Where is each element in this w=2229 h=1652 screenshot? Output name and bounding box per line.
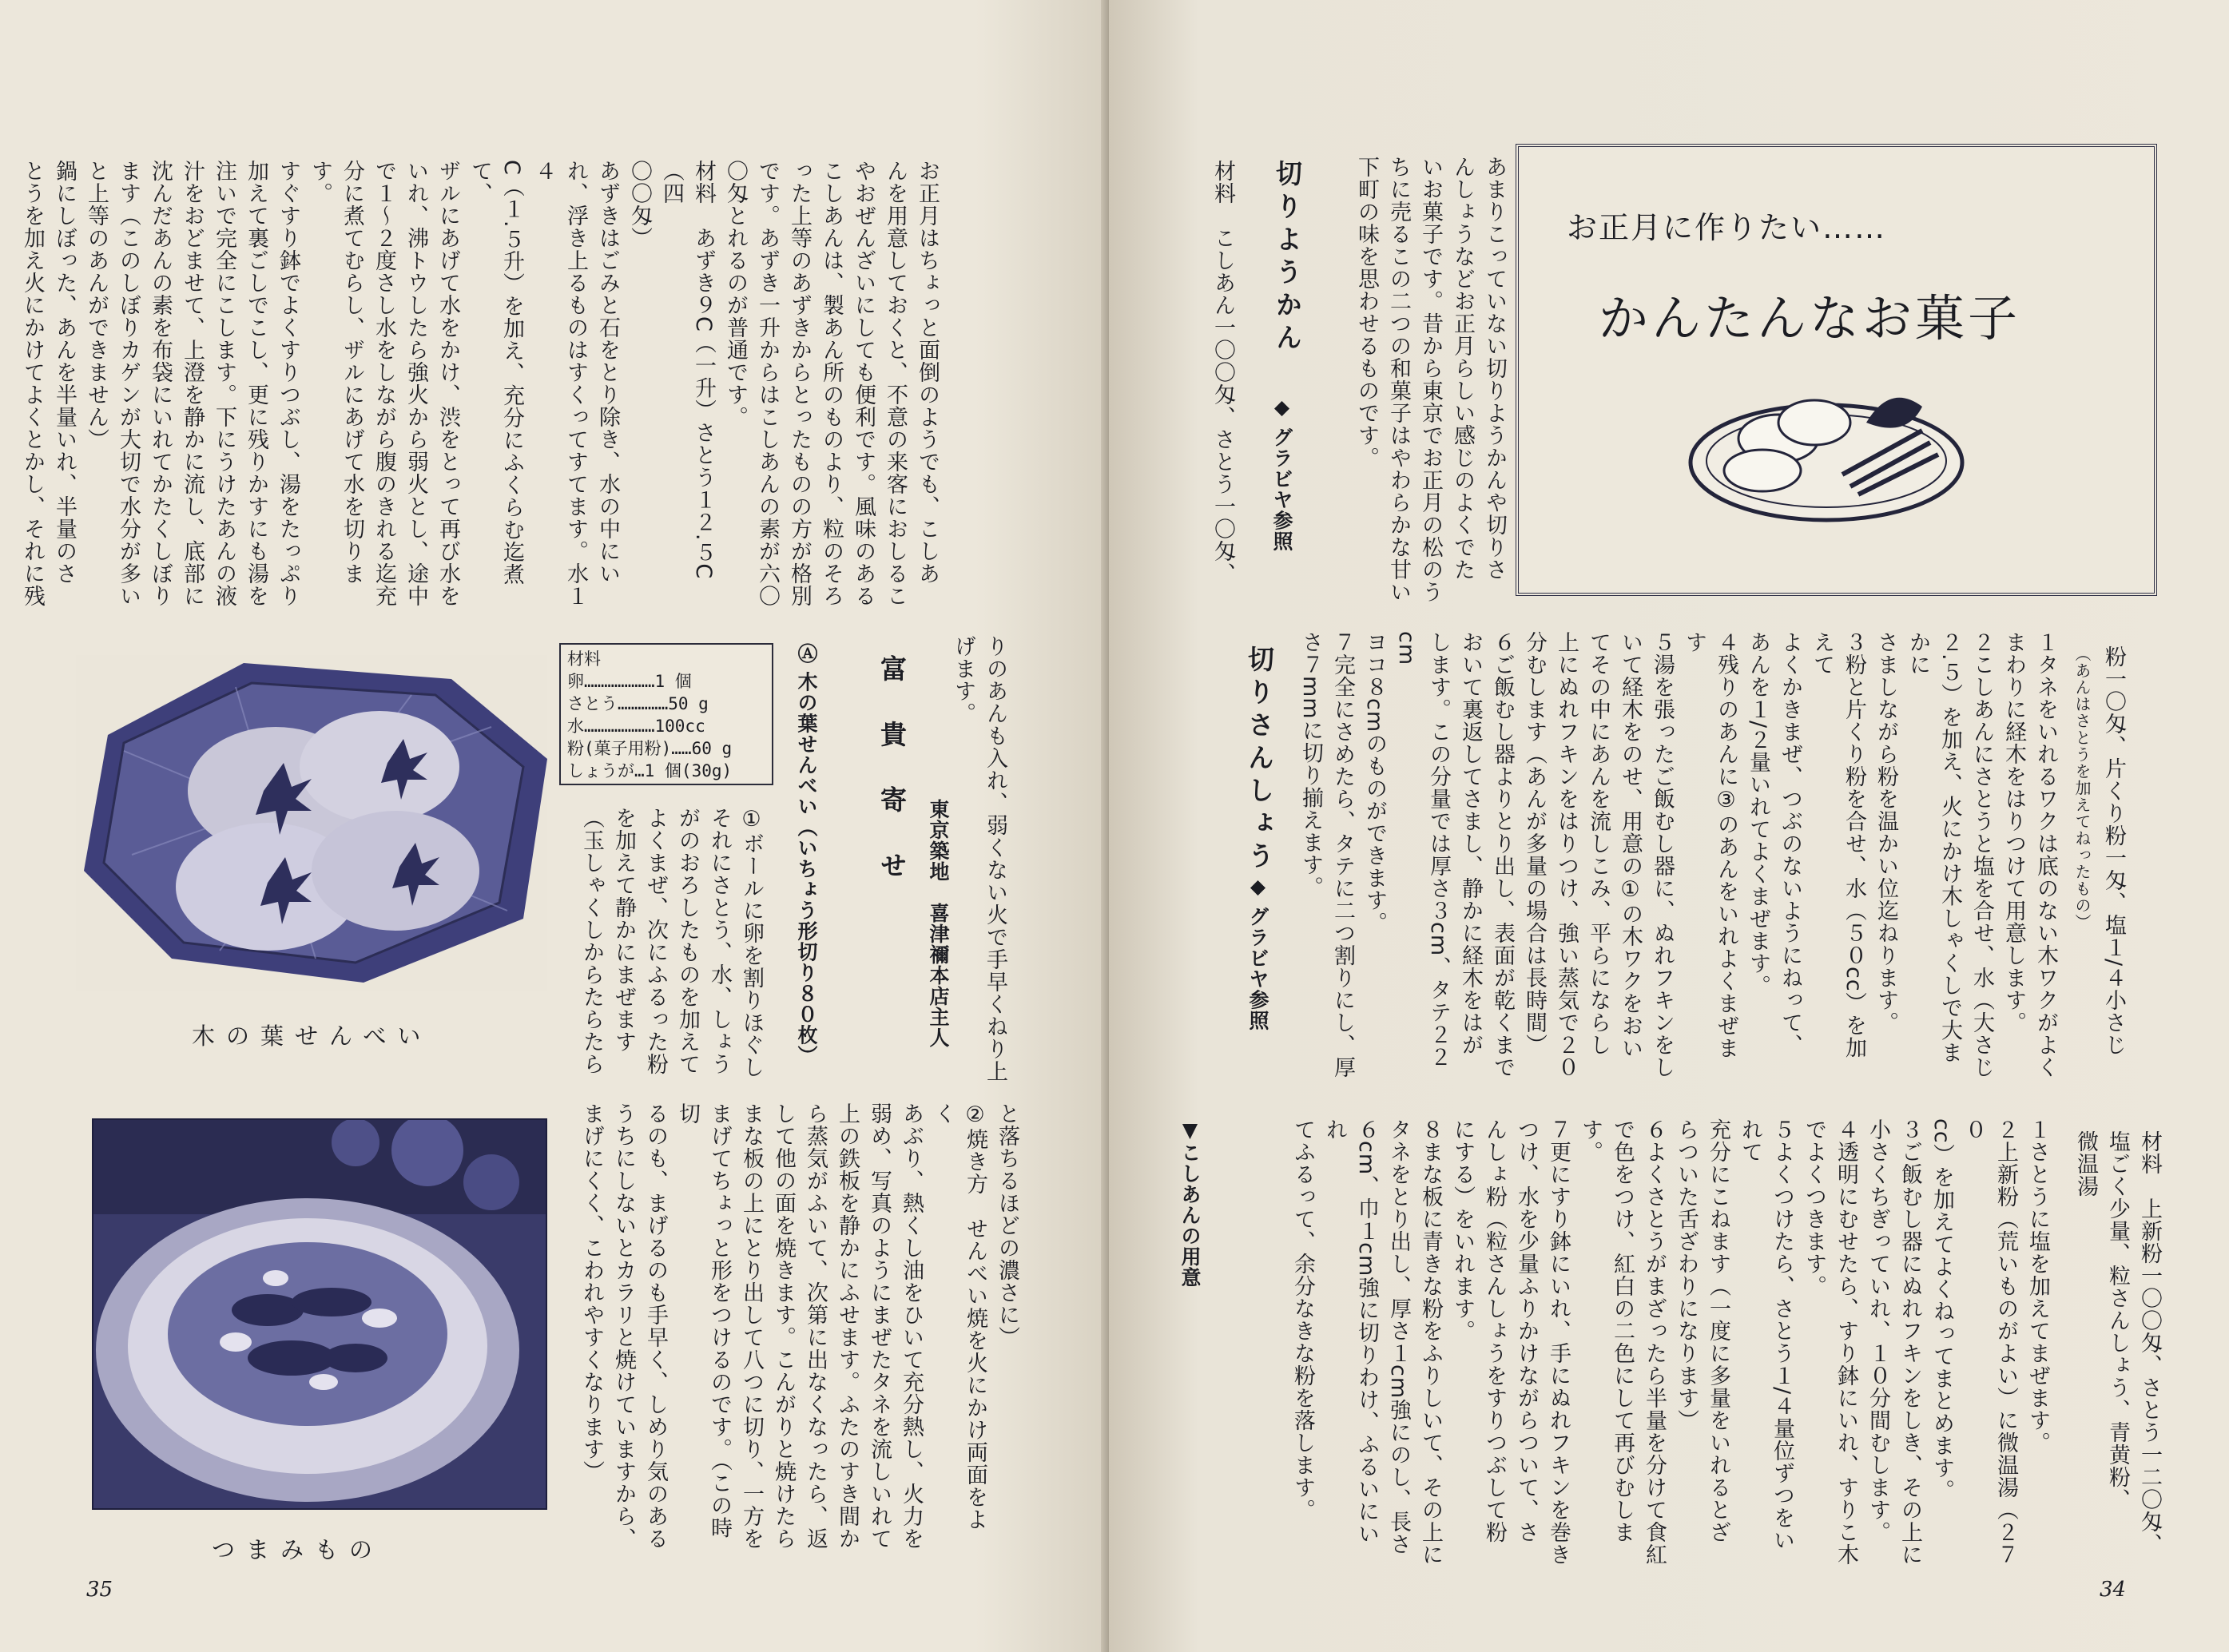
koshian-text: お正月はちょっと面倒のようでも、こしあ んを用意しておくと、不意の来客におしるこ やおぜんざいにしても便利です。風味のある こしあんは、製あん所のものより、粒のそろ った上等のあずきからとったものの方が格別 です。あずき一升からはこしあんの素が六〇 〇匁とれるのが普通です。 材料 あずき９C（一升）さとう１２.５C（四 〇〇匁） あずきはごみと石をとり除き、水の中にい れ、浮き上るものはすくってすてます。水１４ C（１.５升）を加え、充分にふくらむ迄煮て、 ザルにあげて水をかけ、渋をとって再び水を いれ、沸トウしたら強火から弱火とし、途中 で１〜２度さし水をしながら腹のきれる迄充 分に煮てむらし、ザルにあげて水を切ります。 すぐすり鉢でよくすりつぶし、湯をたっぷり 加えて裏ごしでこし、更に残りかすにも湯を 注いで完全にこします。下にうけたあんの液 汁をおどませて、上澄を静かに流し、底部に 沈んだあんの素を布袋にいれてかたくしぼり ます（このしぼりカゲンが大切で水分が多い と上等のあんができません） 鍋にしぼった、あんを半量いれ、半量のさ とうを加え火にかけてよくとかし、それに残 <box>20 160 940 607</box>
tsumamimono-photo <box>92 1118 547 1510</box>
konoha-steps: ①ボールに卵を割りほぐし それにさとう、水、しょう がのおろしたものを加えて よくまぜ、次にふるった粉 を加えて静かにまぜます （玉しゃくしからたらたら <box>579 807 764 1078</box>
konoha-senbei-title: Ⓐ 木の葉せんべい（いちょう形切り８０枚） <box>795 643 818 1066</box>
koshian-text-continued: りのあんも入れ、弱くない火で手早くねり上 げます。 <box>951 635 1007 1082</box>
ingredients-table <box>559 643 773 785</box>
sweets-plate-illustration <box>1683 375 1970 526</box>
ingredient-row: しょうが…1 個(30g) <box>567 761 733 780</box>
ingredients-title: 材料 <box>567 649 601 669</box>
caption-konoha-senbei: 木の葉せんべい <box>192 1023 432 1050</box>
kiri-yokan-title: 切りようかん <box>1272 160 1303 356</box>
ingredient-row: 卵…………………1 個 <box>567 672 692 691</box>
ingredient-row: さとう……………50 g <box>567 694 709 713</box>
fuki-yose-author: 東京築地 喜津禰本店主人 <box>927 799 950 1048</box>
ingredient-row: 水…………………100cc <box>567 717 705 736</box>
kiri-sansho-steps: １さとうに塩を加えてまぜます。 ２上新粉（荒いものがよい）に微温湯（２７０ cc）を加えてよくねってまとめます。 ３ご飯むし器にぬれフキンをしき、その上に 小さくちぎっていれ、１０分間むします。 ４透明にむせたら、すり鉢にいれ、すりこ木 でよくつきます。 ５よくつけたら、さとう１/４量位ずつをいれて 充分にこねます（一度に多量をいれるとざ らついた舌ざわりになります） ６よくさとうがまざったら半量を分けて食紅 で色をつけ、紅白の二色にして再びむしま す。 ７更にすり鉢にいれ、手にぬれフキンを巻き つけ、水を少量ふりかけながらついて、さ んしょ粉（粒さんしょうをすりつぶして粉 にする）をいれます。 ８まな板に青きな粉をふりしいて、その上に タネをとり出し、厚さ１cm強にのし、長さ ６cm、巾１cm強に切りわけ、ふるいにいれ てふるって、余分なきな粉を落します。 <box>1290 1118 2050 1566</box>
caption-tsumamimono: つまみもの <box>212 1536 384 1563</box>
ingredient-row: 粉(菓子用粉)……60 g <box>567 739 733 758</box>
kiri-sansho-ref: ◆ グラビヤ参照 <box>1246 875 1269 1031</box>
konoha-steps-continued: と落ちるほどの濃さに） ②焼き方 せんべい焼を火にかけ両面をよく あぶり、熱くし油をひいて充分熱し、火力を 弱め、写真のようにまぜたタネを流しいれて 上の鉄板を静かにふせます。ふたのすき間か ら蒸気がふいて、次第に出なくなったら、返 して他の面を焼きます。こんがりと焼けたら まな板の上にとり出して八つに切り、一方を まげてちょっと形をつけるのです。（この時切 るのも、まげるのも手早く、しめり気のある うちにしないとカラリと焼けていますから、 まげにくく、こわれやすくなります） <box>579 1102 1019 1550</box>
kiri-yokan-materials: 材料 こしあん一〇〇匁、さとう一〇匁、 <box>1210 160 1235 585</box>
koshian-next-marker: ▼こしあんの用意 <box>1178 1118 1202 1288</box>
fuki-yose-title: 富 貴 寄 せ <box>876 655 908 884</box>
page-number-left: 35 <box>86 1578 113 1602</box>
kiri-yokan-steps: １タネをいれるワクは底のない木ワクがよく まわりに経木をはりつけて用意します。 ２こしあんにさとうと塩を合せ、水（大さじ ２.５）を加え、火にかけ木しゃくしで大まかに さましながら粉を温かい位迄ねります。 ３粉と片くり粉を合せ、水（５０cc）を加えて よくかきまぜ、つぶのないようにねって、 あんを１/２量いれてよくまぜます。 ４残りのあんに③のあんをいれよくまぜます ５湯を張ったご飯むし器に、ぬれフキンをし いて経木をのせ、用意の①の木ワクをおい てその中にあんを流しこみ、平らにならし 上にぬれフキンをはりつけ、強い蒸気で２０ 分むします（あんが多量の場合は長時間） ６ご飯むし器よりとり出し、表面が乾くまで おいて裏返してさまし、静かに経木をはが します。この分量では厚さ３cm、タテ２２cm ヨコ８cmのものができます。 ７完全にさめたら、タテに二つ割りにし、厚 さ７mmに切り揃えます。 <box>1298 631 2058 1078</box>
kiri-yokan-materials-note: （あんはさとうを加えてねったもの） <box>2072 645 2092 931</box>
header-kicker: お正月に作りたい…… <box>1567 210 1887 245</box>
kiri-sansho-materials: 材料 上新粉一〇〇匁、さとう一二〇匁、 塩ごく少量、粒さんしょう、青黄粉、 微温湯 <box>2073 1130 2162 1555</box>
kiri-sansho-title: 切りさんしょう <box>1244 645 1275 875</box>
header-box <box>1516 144 2157 596</box>
kiri-yokan-ref: ◆ グラビヤ参照 <box>1270 395 1293 552</box>
left-page <box>0 0 1109 1652</box>
intro-text: あまりこっていない切りようかんや切りさ んしょうなどお正月らしい感じのよくでた いお菓子です。昔から東京でお正月の松のう ちに売るこの二つの和菓子はやわらかな甘い 下町の味を思わせるものです。 <box>1354 156 1507 603</box>
konoha-senbei-photo <box>76 655 547 991</box>
page-number-right: 34 <box>2100 1578 2127 1602</box>
kiri-yokan-materials-2: 粉一〇匁、片くり粉一匁、塩１/４小さじ <box>2101 645 2126 1057</box>
header-headline: かんたんなお菓子 <box>1599 289 2021 347</box>
